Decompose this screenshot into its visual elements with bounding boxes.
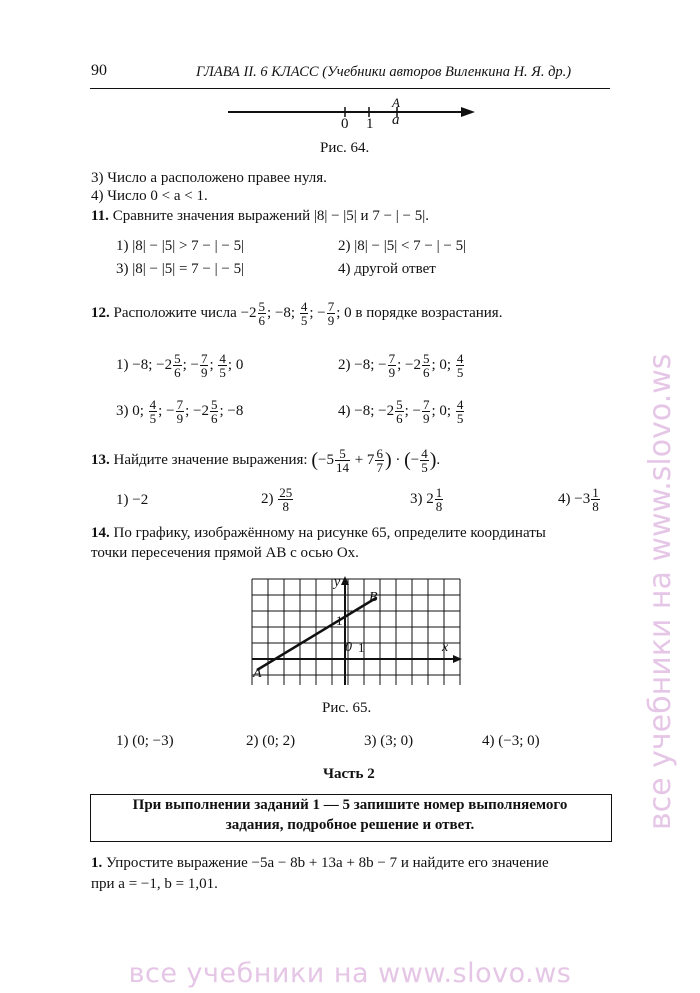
q12-option-4: 4) −8; −2 $\frac{5}{6}$ ; − $\frac{7}{9}$ ; 0; $\frac{4}{5}$ [338,397,464,426]
q13-text: Найдите значение выражения: [113,451,308,468]
q11-option-4: 4) другой ответ [338,261,436,277]
q11-option-1: 1) |8| − |5| > 7 − | − 5| [116,238,245,254]
q11-number: 11. [91,208,109,224]
fig65-label-y: y [334,575,341,590]
part2-q1-line-2: при a = −1, b = 1,01. [91,876,218,892]
fig65-label-A: A [253,666,262,681]
q13-option-1: 1) −2 [116,492,149,508]
fraction: $\frac{6}{7}$ [376,446,383,475]
q14-line-1: По графику, изображённому на рисунке 65, определите координаты [113,525,546,541]
instructions-line-1: При выполнении заданий 1 — 5 запишите номер выполняемого [132,797,568,813]
part2-q1-line-1: Упростите выражение −5a − 8b + 13a + 8b − 7 и найдите его значение [106,855,549,871]
fig64-label-a: a [392,112,400,128]
fraction: $\frac{4}{5}$ [300,299,308,328]
fig64-label-0: 0 [341,116,349,132]
svg-text:все учебники на www.slovo.ws: все учебники на www.slovo.ws [643,353,678,830]
q14-number: 14. [91,525,110,541]
q14-option-2: 2) (0; 2) [246,733,296,749]
prev-option-3: 3) Число a расположено правее нуля. [91,170,327,186]
fig65-label-B: B [369,590,378,605]
q13-option-3: 3) 2 $\frac{1}{8}$ [410,485,443,514]
fig64-number-line [225,98,485,132]
q14-option-1: 1) (0; −3) [116,733,174,749]
fig65-label-1y: 1 [336,613,343,628]
q13-number: 13. [91,451,110,468]
q12-option-1: 1) −8; −2 $\frac{5}{6}$ ; − $\frac{7}{9}$ ; $\frac{4}{5}$ ; 0 [116,351,244,380]
q13-option-2: 2) $\frac{25}{8}$ [261,485,293,514]
bottom-watermark: все учебники на www.slovo.ws [128,958,572,989]
q12-text-end: 0 в порядке возрастания. [344,304,503,321]
q14-option-3: 3) (3; 0) [364,733,414,749]
part2-q1-number: 1. [91,855,103,871]
q13-option-4: 4) −3 $\frac{1}{8}$ [558,485,599,514]
q11-option-3: 3) |8| − |5| = 7 − | − 5| [116,261,245,277]
vertical-watermark [630,140,690,840]
q12-number: 12. [91,304,110,321]
q12-text-start: Расположите числа −2 [113,304,257,321]
header-rule [90,88,610,89]
q12-statement: 12. Расположите числа −2 $\frac{5}{6}$ ; −8; $\frac{4}{5}$ ; − $\frac{7}{9}$ ; 0 в порядке возрастания. [91,299,503,328]
q14-line-2: точки пересечения прямой AB с осью Ox. [91,545,359,561]
fig65-label-1x: 1 [358,640,365,655]
page-number: 90 [91,62,107,79]
running-title: ГЛАВА II. 6 КЛАСС (Учебники авторов Виленкина Н. Я. др.) [196,64,572,80]
fig64-label-A: A [392,95,400,110]
fig65-caption: Рис. 65. [322,700,372,716]
instructions-line-2: задания, подробное решение и ответ. [225,817,475,833]
q12-option-3: 3) 0; $\frac{4}{5}$ ; − $\frac{7}{9}$ ; −2 $\frac{5}{6}$ ; −8 [116,397,244,426]
q12-option-2: 2) −8; − $\frac{7}{9}$ ; −2 $\frac{5}{6}$ ; 0; $\frac{4}{5}$ [338,351,464,380]
part2-title: Часть 2 [323,766,375,782]
fraction: $\frac{5}{6}$ [258,299,266,328]
fig65-graph [250,575,464,687]
fig64-label-1: 1 [366,116,374,132]
prev-option-4: 4) Число 0 < a < 1. [91,188,208,204]
q14-option-4: 4) (−3; 0) [482,733,540,749]
fig65-label-x: x [442,640,449,655]
fig65-label-origin: 0 [345,640,352,655]
q11-option-2: 2) |8| − |5| < 7 − | − 5| [338,238,467,254]
q13-statement: 13. Найдите значение выражения: (−5 $\frac{5}{14}$ + 7 $\frac{6}{7}$ ) · (− $\frac{4}{5}$ ). [91,446,441,475]
fraction: $\frac{7}{9}$ [327,299,335,328]
q11-text: Сравните значения выражений |8| − |5| и 7 − | − 5|. [112,208,430,224]
fraction: $\frac{5}{14}$ [335,446,349,475]
fraction: $\frac{4}{5}$ [421,446,428,475]
fig64-caption: Рис. 64. [320,140,370,156]
